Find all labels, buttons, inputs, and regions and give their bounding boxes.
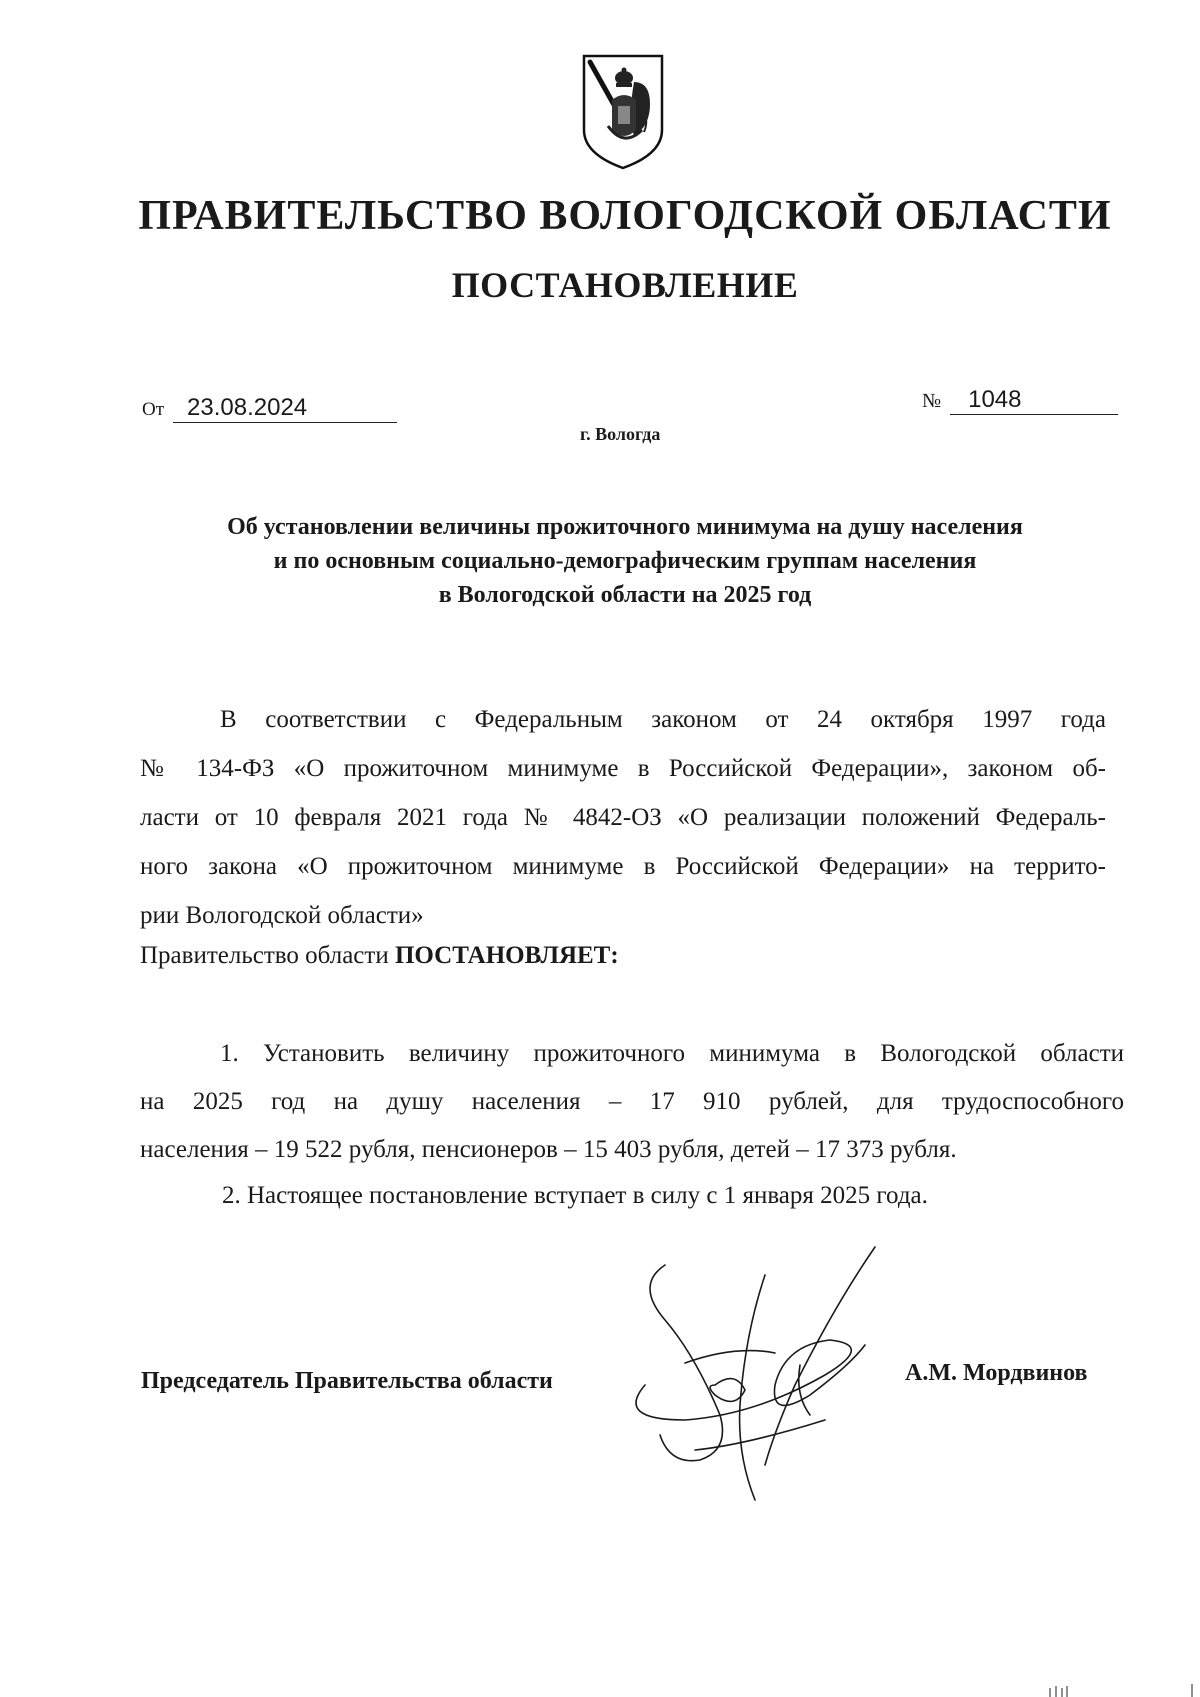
decree-statement [140, 942, 619, 970]
decree-word: ПОСТАНОВЛЯЕТ: [394, 942, 619, 969]
decree-prefix: Правительство области [140, 942, 389, 969]
preamble-line: ного закона «О прожиточном минимуме в Российской Федерации» на террито- [140, 853, 1106, 880]
date-label: От [142, 399, 165, 420]
subject-line: в Вологодской области на 2025 год [438, 582, 812, 608]
preamble-line: рии Вологодской области» [140, 902, 424, 929]
organization-title: ПРАВИТЕЛЬСТВО ВОЛОГОДСКОЙ ОБЛАСТИ [138, 193, 1112, 239]
signatory-name: А.М. Мордвинов [905, 1360, 1088, 1386]
item-line: 1. Установить величину прожиточного минимума в Вологодской области [220, 1040, 1124, 1067]
preamble-line: В соответствии с Федеральным законом от 24 октября 1997 года [220, 706, 1106, 733]
date-value: 23.08.2024 [173, 394, 397, 423]
preamble-paragraph [140, 695, 1106, 940]
decree-item-1 [140, 1030, 1124, 1174]
scan-edge-marks [1030, 1670, 1200, 1697]
handwritten-signature [625, 1245, 925, 1505]
preamble-line: ласти от 10 февраля 2021 года № 4842-ОЗ «О реализации положений Федераль- [140, 804, 1106, 831]
number-value: 1048 [950, 386, 1118, 415]
number-label: № [922, 390, 942, 412]
city-name: г. Вологда [580, 424, 661, 444]
signatory-role: Председатель Правительства области [141, 1368, 553, 1394]
document-number-field [922, 386, 1118, 415]
item-line: населения – 19 522 рубля, пенсионеров – 15 403 рубля, детей – 17 373 рубля. [140, 1136, 957, 1163]
subject-line: и по основным социально-демографическим группам населения [273, 548, 977, 574]
coat-of-arms-emblem [578, 52, 668, 172]
document-subject [140, 510, 1110, 612]
subject-line: Об установлении величины прожиточного минимума на душу населения [227, 514, 1023, 540]
document-date-field [142, 394, 397, 423]
document-type-title: ПОСТАНОВЛЕНИЕ [451, 265, 799, 305]
item-line: на 2025 год на душу населения – 17 910 рублей, для трудоспособного [140, 1088, 1124, 1115]
decree-item-2: 2. Настоящее постановление вступает в силу с 1 января 2025 года. [222, 1182, 928, 1209]
preamble-line: № 134-ФЗ «О прожиточном минимуме в Российской Федерации», законом об- [140, 755, 1106, 782]
